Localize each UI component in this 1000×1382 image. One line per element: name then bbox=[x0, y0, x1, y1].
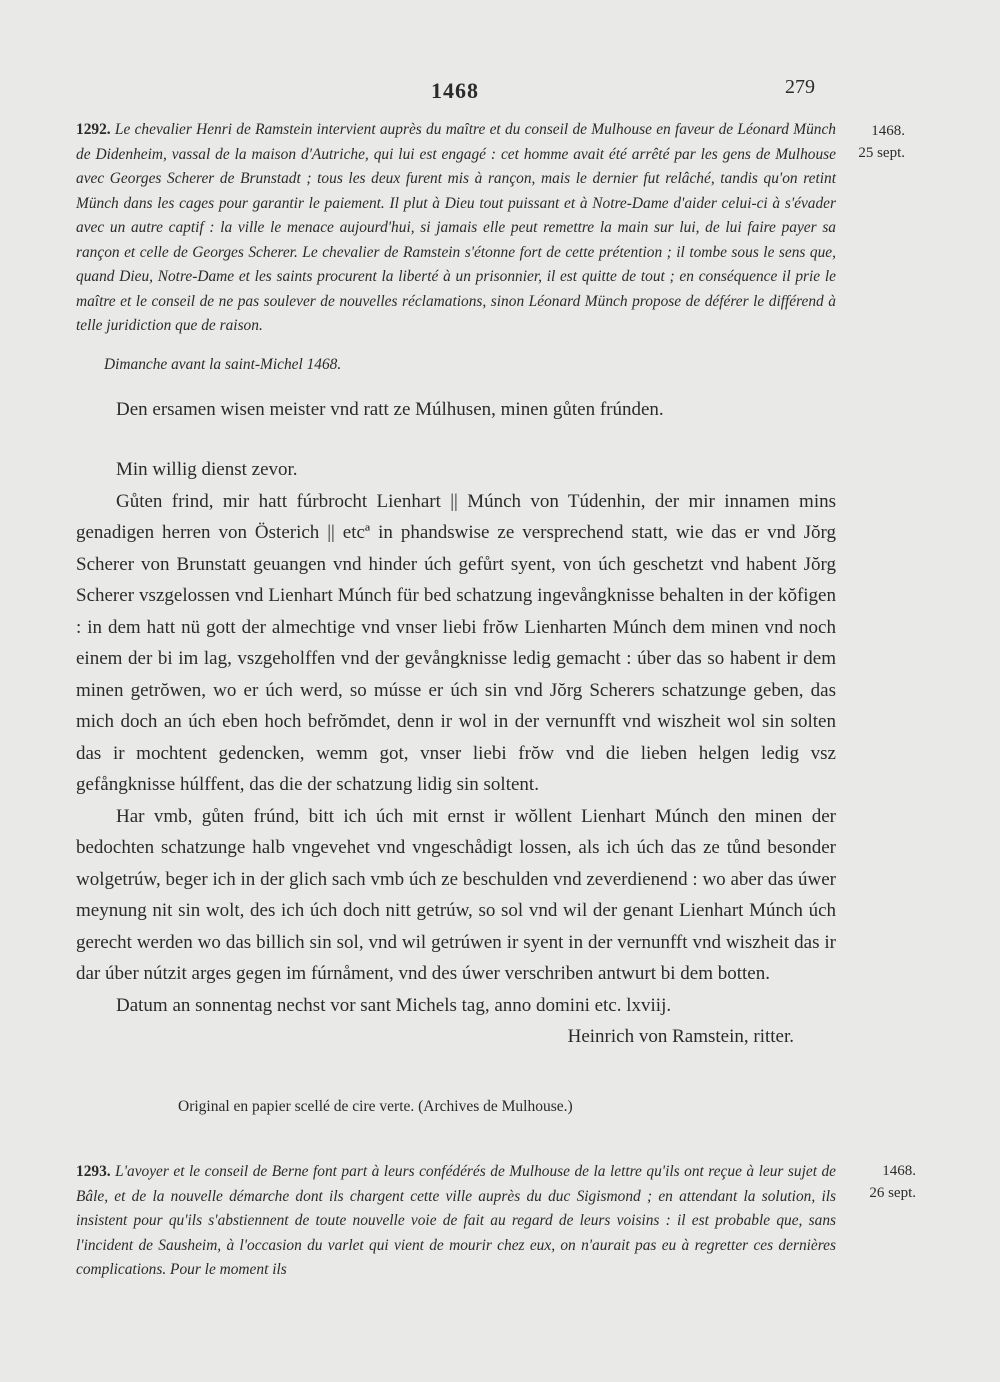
regest-dating: Dimanche avant la saint-Michel 1468. bbox=[104, 356, 342, 373]
margin-day: 26 sept. bbox=[869, 1185, 916, 1201]
letter-closing: Datum an sonnentag nechst vor sant Michels tag, anno domini etc. lxviij. bbox=[116, 994, 672, 1016]
letter-paragraph: Har vmb, gůten frúnd, bitt ich úch mit ernst ir wŏllent Lienhart Múnch den minen der bedochten schatzunge halb vngevehet vnd vngeschådigt lossen, als ich úch das ze tůnd besonder wolgetrúw, beger ich in der glich sach vmb úch ze beschulden vnd zeverdienend : wo aber das úwer meynung nit sin wolt, des ich úch doch nitt getrúw, so sol vnd wil der genant Lienhart Múnch úch gerecht werden wo das billich sin sol, vnd wil getrúwen ir syent in der vernunfft vnd wiszheit das ir dar úber nútzit arges gegen im fúrnåment, vnd des úwer verschriben antwurt bi dem botten. bbox=[76, 805, 836, 984]
regest-text: L'avoyer et le conseil de Berne font part à leurs confédérés de Mulhouse de la lettre qu'ils ont reçue à leur sujet de Bâle, et de la nouvelle démarche dont ils chargent cette ville auprès du duc Sigismond ; en attendant la solution, ils insistent pour qu'ils s'abstiennent de toute nouvelle voie de fait au regard de leurs voisins : il est probable que, sans l'incident de Sausheim, à l'occasion du varlet qui vient de mourir chez eux, on n'aurait pas eu à regretter ces dernières complications. Pour le moment ils bbox=[76, 1163, 836, 1278]
regest-text: Le chevalier Henri de Ramstein intervient auprès du maître et du conseil de Mulhouse en faveur de Léonard Münch de Didenheim, vassal de la maison d'Autriche, qui lui est engagé : cet homme avait été arrêté par les gens de Mulhouse avec Georges Scherer de Brunstadt ; tous les deux furent mis à rançon, mais le dernier fut relâché, tandis qu'on retint Münch dans les cages pour garantir le paiement. Il plut à Dieu tout puissant et à Notre-Dame d'aider celui-ci à s'évader avec un autre captif : la ville le menace aujourd'hui, si jamais elle peut remettre la main sur lui, de lui faire payer sa rançon et celle de Georges Scherer. Le chevalier de Ramstein s'étonne fort de cette prétention ; il tombe sous le sens que, quand Dieu, Notre-Dame et les saints procurent la liberté à un prisonnier, il est quitte de tout ; en conséquence il prie le maître et le conseil de ne pas soulever de nouvelles réclamations, sinon Léonard Münch propose de déférer le différend à telle juridiction que de raison. bbox=[76, 121, 836, 334]
source-note: Original en papier scellé de cire verte. (Archives de Mulhouse.) bbox=[178, 1098, 573, 1115]
page-number: 279 bbox=[785, 76, 815, 98]
entry-1292-regest bbox=[76, 118, 836, 339]
signature: Heinrich von Ramstein, ritter. bbox=[567, 1026, 794, 1047]
margin-date-1292 bbox=[850, 120, 905, 164]
margin-year: 1468. bbox=[882, 1163, 916, 1179]
running-header-year: 1468 bbox=[431, 78, 479, 103]
margin-date-1293 bbox=[858, 1160, 916, 1204]
letter-address: Den ersamen wisen meister vnd ratt ze Múlhusen, minen gůten frúnden. bbox=[116, 399, 664, 420]
letter-body bbox=[76, 454, 836, 1053]
entry-1293-regest bbox=[76, 1160, 836, 1283]
margin-day: 25 sept. bbox=[858, 145, 905, 161]
salutation: Min willig dienst zevor. bbox=[116, 459, 298, 480]
entry-number: 1293. bbox=[76, 1163, 111, 1180]
margin-year: 1468. bbox=[871, 123, 905, 139]
letter-paragraph: Gůten frind, mir hatt fúrbrocht Lienhart || Múnch von Túdenhin, der mir innamen mins genadigen herren von Österich || etcª in phandswise ze versprechend statt, wie das er vnd Jŏrg Scherer von Brunstatt geuangen vnd hinder úch gefůrt syent, von úch geschetzt vnd habent Jŏrg Scherer vszgelossen vnd Lienhart Múnch für bed schatzung ingevångknisse behalten in der kŏfigen : in dem hatt nü gott der almechtige vnd vnser liebi frŏw Lienharten Múnch dem minen vnd noch einem der bi im lag, vszgeholffen vnd der gevångknisse ledig gemacht : úber das so habent ir dem minen getrŏwen, wo er úch werd, so músse er úch sin vnd Jŏrg Scherers schatzunge geben, das mich doch an úch eben hoch befrŏmdet, denn ir wol in der vernunfft vnd wiszheit wol sin solten das ir mochtent gedencken, wemm got, vnser liebi frŏw vnd die lieben helgen ledig vsz gefångknisse húlffent, das die der schatzung lidig sin soltent. bbox=[76, 490, 836, 795]
entry-number: 1292. bbox=[76, 121, 111, 138]
